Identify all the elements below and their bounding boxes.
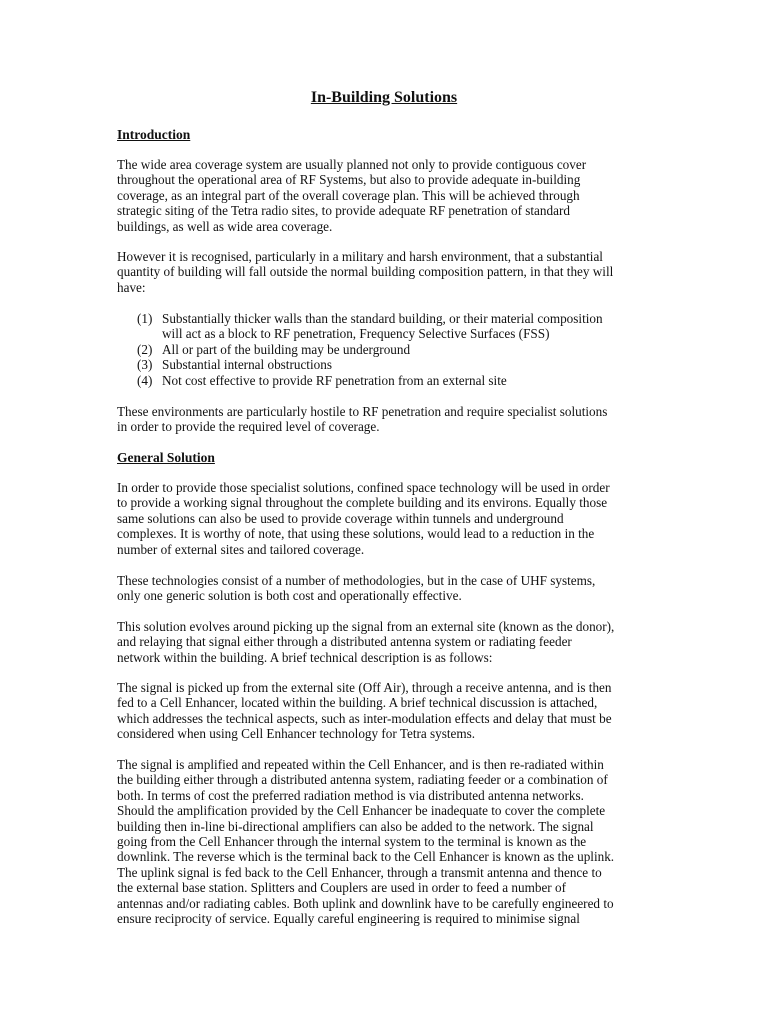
text-line: going from the Cell Enhancer through the internal system to the terminal is known as the — [117, 834, 587, 850]
list-item — [137, 342, 657, 357]
list-item — [137, 357, 657, 372]
text-line: In order to provide those specialist solutions, confined space technology will be used in order — [117, 480, 610, 495]
text-line: the building either through a distributed antenna system, radiating feeder or a combination of — [117, 772, 608, 788]
list-item-text: Substantial internal obstructions — [162, 357, 332, 373]
text-line: The signal is amplified and repeated within the Cell Enhancer, and is then re-radiated within — [117, 757, 604, 772]
text-line: fed to a Cell Enhancer, located within the building. A brief technical discussion is attached, — [117, 695, 598, 711]
list-item — [137, 373, 657, 388]
text-line: ensure reciprocity of service. Equally careful engineering is required to minimise signal — [117, 911, 580, 927]
text-line: coverage, as an integral part of the overall coverage plan. This will be achieved through — [117, 187, 580, 203]
text-line: complexes. It is worthy of note, that using these solutions, would lead to a reduction in the — [117, 526, 595, 542]
text-line: quantity of building will fall outside the normal building composition pattern, in that they will — [117, 264, 614, 280]
text-line: network within the building. A brief technical description is as follows: — [117, 649, 493, 665]
text-line: The wide area coverage system are usually planned not only to provide contiguous cover — [117, 157, 587, 172]
paragraph — [117, 680, 653, 742]
paragraph — [117, 157, 653, 234]
text-line: number of external sites and tailored coverage. — [117, 541, 365, 557]
text-line: throughout the operational area of RF Systems, but also to provide adequate in-building — [117, 172, 581, 188]
numbered-list — [137, 311, 657, 388]
paragraph — [117, 404, 653, 435]
text-line: both. In terms of cost the preferred radiation method is via distributed antenna networks. — [117, 787, 584, 803]
text-line: These environments are particularly hostile to RF penetration and require specialist solutions — [117, 404, 608, 419]
text-line: have: — [117, 279, 146, 295]
list-item-text: All or part of the building may be underground — [162, 341, 411, 357]
section-heading-introduction: Introduction — [117, 127, 191, 142]
paragraph — [117, 619, 653, 665]
text-line: and relaying that signal either through a distributed antenna system or radiating feeder — [117, 634, 572, 650]
text-line: The uplink signal is fed back to the Cell Enhancer, through a transmit antenna and thence to — [117, 864, 602, 880]
text-line: Should the amplification provided by the Cell Enhancer be inadequate to cover the complete — [117, 803, 606, 819]
text-line: which addresses the technical aspects, such as inter-modulation effects and delay that must be — [117, 710, 612, 726]
list-number: (3) — [137, 357, 153, 373]
text-line: buildings, as well as wide area coverage. — [117, 218, 333, 234]
list-number: (2) — [137, 341, 153, 357]
text-line: the external base station. Splitters and Couplers are used in order to feed a number of — [117, 880, 566, 896]
text-line: considered when using Cell Enhancer technology for Tetra systems. — [117, 726, 476, 742]
text-line: downlink. The reverse which is the terminal back to the Cell Enhancer is known as the uplink. — [117, 849, 615, 865]
text-line: However it is recognised, particularly in a military and harsh environment, that a substantial — [117, 249, 603, 264]
document-title: In-Building Solutions — [310, 89, 458, 106]
text-line: strategic siting of the Tetra radio sites, to provide adequate RF penetration of standard — [117, 203, 570, 219]
list-item-text: Not cost effective to provide RF penetration from an external site — [162, 372, 507, 388]
text-line: building then in-line bi-directional amplifiers can also be added to the network. The signal — [117, 818, 594, 834]
list-item-text: will act as a block to RF penetration, Frequency Selective Surfaces (FSS) — [162, 326, 550, 342]
section-heading-general-solution: General Solution — [117, 450, 215, 465]
paragraph — [117, 573, 653, 604]
list-item-text: Substantially thicker walls than the standard building, or their material composition — [162, 311, 603, 326]
text-line: only one generic solution is both cost and operationally effective. — [117, 588, 462, 604]
list-number: (1) — [137, 311, 153, 326]
text-line: This solution evolves around picking up the signal from an external site (known as the donor), — [117, 619, 615, 634]
text-line: antennas and/or radiating cables. Both uplink and downlink have to be carefully engineered to — [117, 895, 614, 911]
list-item — [137, 311, 657, 342]
text-line: to provide a working signal throughout the complete building and its environs. Equally those — [117, 495, 608, 511]
text-line: in order to provide the required level of coverage. — [117, 419, 380, 435]
paragraph — [117, 480, 653, 557]
text-line: The signal is picked up from the external site (Off Air), through a receive antenna, and is then — [117, 680, 612, 695]
paragraph — [117, 757, 653, 926]
text-line: same solutions can also be used to provide coverage within tunnels and underground — [117, 510, 564, 526]
list-number: (4) — [137, 372, 153, 388]
text-line: These technologies consist of a number of methodologies, but in the case of UHF systems, — [117, 573, 596, 588]
paragraph — [117, 249, 653, 295]
